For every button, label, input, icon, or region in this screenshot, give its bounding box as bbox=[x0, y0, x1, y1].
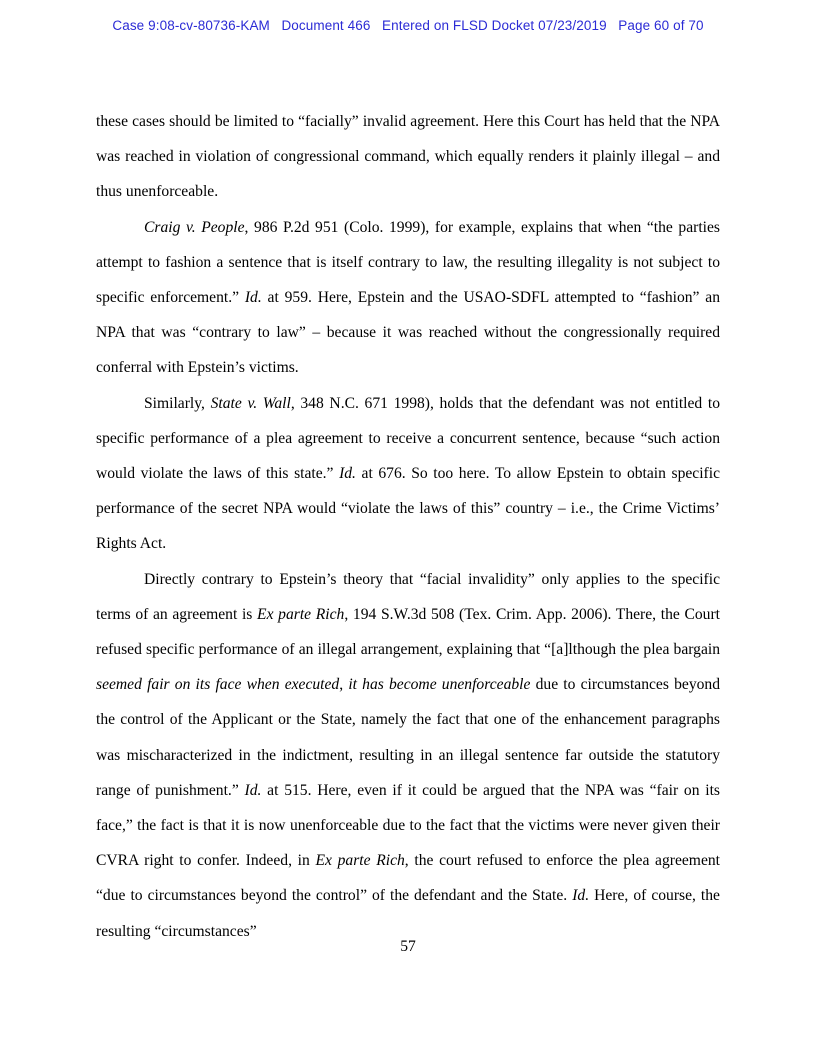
text-run: Id. bbox=[339, 465, 356, 483]
page-number: 57 bbox=[400, 938, 416, 955]
text-run: Craig v. People bbox=[144, 218, 245, 236]
paragraph bbox=[96, 386, 720, 562]
court-filing-stamp: Case 9:08-cv-80736-KAM Document 466 Entered on FLSD Docket 07/23/2019 Page 60 of 70 bbox=[112, 18, 704, 33]
text-run: Ex parte Rich bbox=[257, 605, 345, 623]
text-run: Ex parte Rich bbox=[315, 852, 405, 870]
text-run: Similarly, bbox=[144, 394, 211, 412]
text-run: at 959. Here, Epstein and the USAO-SDFL attempted to “fashion” an NPA that was “contrary to law” – because it was reached without the congressionally required conferral with Epstein’s victims. bbox=[96, 289, 720, 377]
paragraph bbox=[96, 104, 720, 210]
text-run: at 676. So too here. To allow Epstein to obtain specific performance of the secret NPA would “violate the laws of this” country – i.e., the Crime Victims’ Rights Act. bbox=[96, 465, 721, 553]
text-run: , bbox=[339, 676, 349, 694]
text-run: Directly contrary to Epstein’s theory that “facial invalidity” only applies to the specific terms of an agreement is bbox=[96, 570, 720, 623]
document-body bbox=[96, 104, 720, 949]
text-run: Here, of course, the resulting “circumstances” bbox=[96, 887, 720, 940]
text-run: Id. bbox=[572, 887, 590, 905]
text-run: , the court refused to enforce the plea agreement “due to circumstances beyond the control” of the defendant and the State. bbox=[96, 852, 720, 905]
text-run: at 515. Here, even if it could be argued that the NPA was “fair on its face,” the fact is that it is now unenforceable due to the fact that the victims were never given their CVRA right to confer. Indeed, in bbox=[96, 781, 720, 870]
text-run: , 194 S.W.3d 508 (Tex. Crim. App. 2006). There, the Court refused specific performance of an illegal arrangement, explaining that “[a]lthough the plea bargain bbox=[96, 605, 720, 659]
text-run: State v. Wall bbox=[210, 394, 291, 412]
text-run: it has become unenforceable bbox=[348, 676, 531, 694]
text-run: Id. bbox=[244, 289, 262, 307]
text-run: , 986 P.2d 951 (Colo. 1999), for example, explains that when “the parties attempt to fashion a sentence that is itself contrary to law, the resulting illegality is not subject to specific enforcement.” bbox=[96, 218, 720, 307]
paragraph bbox=[96, 210, 720, 386]
paragraph bbox=[96, 562, 720, 949]
text-run: these cases should be limited to “facially” invalid agreement. Here this Court has held that the NPA was reached in violation of congressional command, which equally renders it plainly illegal – and thus unenforceable. bbox=[96, 113, 720, 201]
text-run: due to circumstances beyond the control of the Applicant or the State, namely the fact that one of the enhancement paragraphs was mischaracterized in the indictment, resulting in an illegal sentence far outside the statutory range of punishment.” bbox=[96, 676, 721, 799]
text-run: Id. bbox=[244, 781, 262, 799]
text-run: , 348 N.C. 671 1998), holds that the defendant was not entitled to specific performance of a plea agreement to receive a concurrent sentence, because “such action would violate the laws of this state.” bbox=[96, 394, 720, 483]
text-run: seemed fair on its face when executed bbox=[96, 676, 340, 694]
